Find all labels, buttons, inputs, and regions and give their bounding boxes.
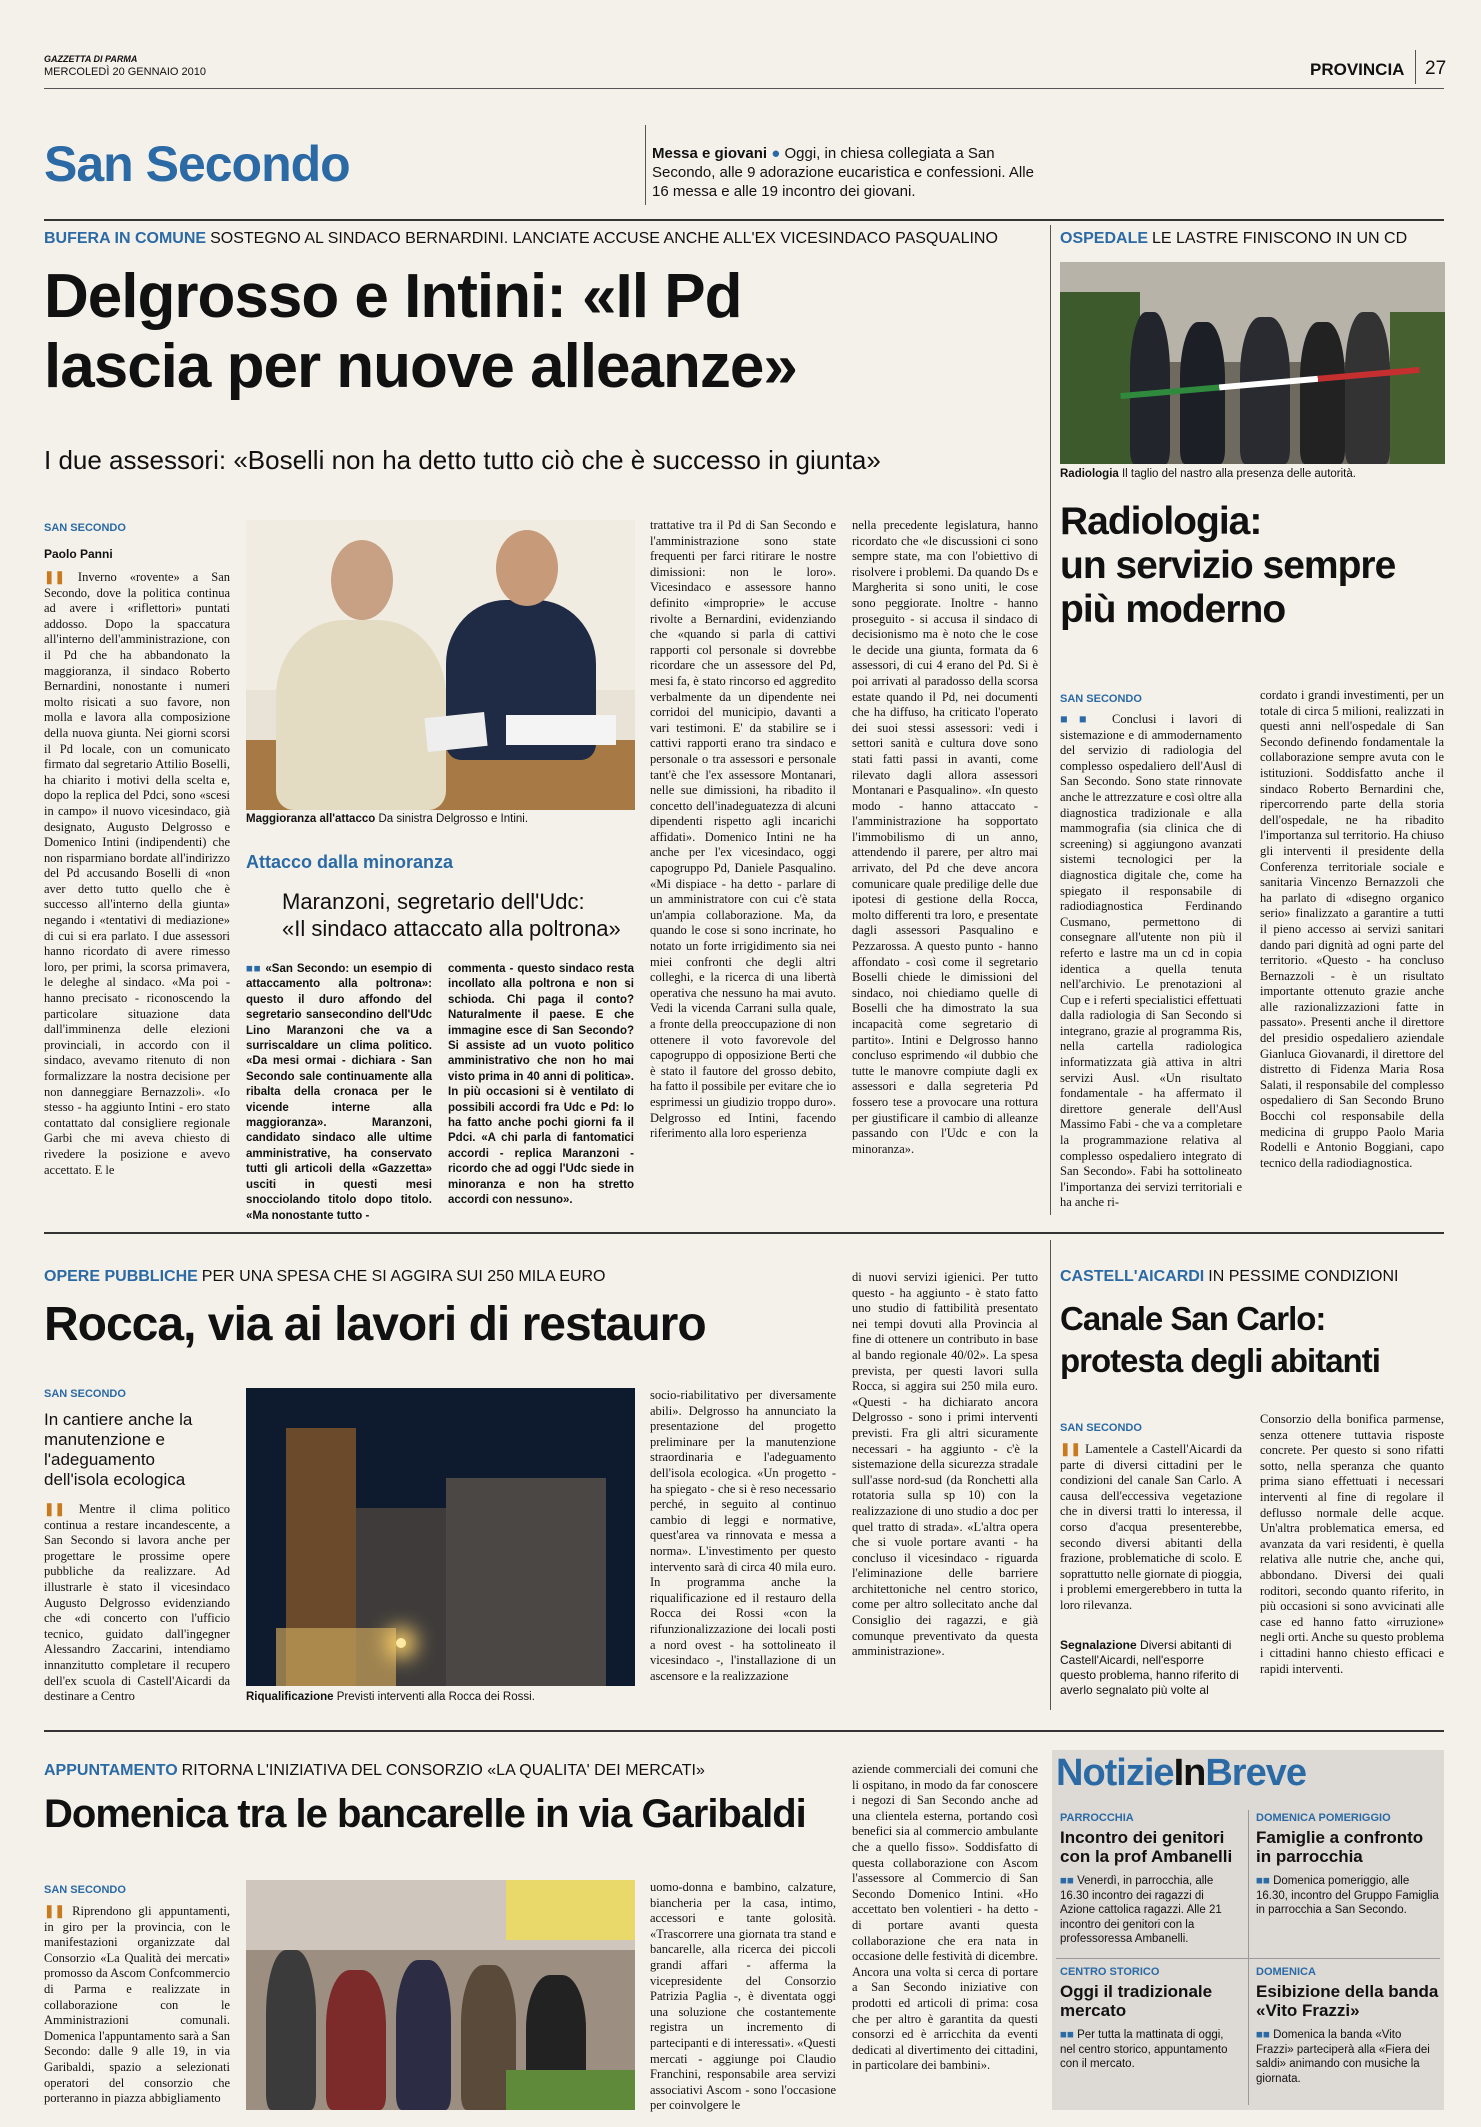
market-kicker-rest: RITORNA L'INIZIATIVA DEL CONSORZIO «LA QUALITA' DEI MERCATI»	[181, 1762, 705, 1779]
radiology-headline	[1060, 500, 1395, 632]
lead-kicker	[44, 230, 1044, 248]
market-kicker-label: APPUNTAMENTO	[44, 1762, 178, 1779]
works-col1: ❚❚ Mentre il clima politico continua a restare incandescente, a San Secondo si lavora anche per progettare le prossime opere pubbliche da realizzare. Ad illustrarle è stato il vicesindaco Augusto Delgrosso evidenziando che «di concerto con l'ufficio tecnico, guidato dall'ingegner Alessandro Zaccarini, intendiamo innanzitutto completare il recupero dell'ex scuola di Castell'Aicardi da destinare a Centro	[44, 1502, 231, 1704]
minority-kicker: Attacco dalla minoranza	[246, 852, 454, 872]
canal-kicker-label: CASTELL'AICARDI	[1060, 1268, 1205, 1285]
radiology-caption-label: Radiologia	[1060, 468, 1119, 480]
brief-kicker: DOMENICA POMERIGGIO	[1256, 1812, 1391, 1824]
briefs-horizontal-divider	[1056, 1958, 1440, 1959]
radiology-photo	[1060, 262, 1445, 464]
radiology-photo-caption	[1060, 467, 1445, 481]
lead-headline	[44, 262, 797, 402]
canal-col2: Consorzio della bonifica parmense, senza ottenere tuttavia risposte concrete. Per questo si sono rifatti sotto, nella speranza che quanto prima siano effettuati i necessari interventi al fine di regolare il deflusso normale delle acque. Un'altra problematica emersa, ed avanzata da vari residenti, è quella relativa alle nutrie che, anche qui, abbondano. Diversi dei quali roditori, secondo quanto riferito, in più occasioni si sono avvicinati alle case ed hanno fatto «irruzione» negli orti. Anche su questo problema i cittadini hanno chiesto efficaci e rapidi interventi.	[1260, 1412, 1444, 1676]
section-name: PROVINCIA	[1310, 60, 1405, 79]
lead-kicker-label: BUFERA IN COMUNE	[44, 230, 207, 247]
masthead-paper: GAZZETTA DI PARMA	[44, 54, 138, 64]
lead-headline-line2: lascia per nuove alleanze»	[44, 332, 797, 401]
works-photo	[246, 1388, 635, 1686]
lead-col4: nella precedente legislatura, hanno ricordato che «le discussioni ci sono sempre state, ma con l'obiettivo di risolvere i problemi. Da quando Ds e Margherita si sono uniti, le cose sono peggiorate. Inoltre - hanno proseguito - si accusa il sindaco di decisionismo ma è noto che le cose le decide una giunta, formata da 6 assessori, di cui 4 erano del Pd. Si è poi arrivati al paradosso della scorsa estate quando il Pd, nei documenti che ha diffuso, ha criticato l'operato dei suoi stessi assessori: vedi i settori sanità e cultura dove sono stati fatti passi in avanti, come rilevato dagli allora assessori Montanari e Pasqualino». «In questo modo - hanno attaccato - l'amministrazione ha sopportato l'immobilismo di un anno, attendendo il parere, per altro mai arrivato, del Pd che deve ancora comunicare quale predilige delle due ipotesi di gestione della Rocca, molto differenti tra loro, e presentate dagli assessori Pasqualino e Pezzarossa. A questo punto - hanno affondato - così come il segretario Boselli chiede le dimissioni del sindaco, noi chiediamo quelle di Boselli che ha dimostrato la sua incapacità come segretario di partito». Intini e Delgrosso hanno concluso esprimendo «il dubbio che tutte le manovre compiute dagli ex assessori e dalla segreteria Pd fossero tese a provocare una rottura per giustificare il cambio di alleanze passando con l'Udc e con la minoranza».	[852, 518, 1038, 1156]
agenda-box: Messa e giovani ● Oggi, in chiesa collegiata a San Secondo, alle 9 adorazione eucaristica e confessioni. Alle 16 messa e alle 19 incontro dei giovani.	[652, 145, 1034, 200]
canal-sidebar	[1060, 1638, 1242, 1698]
market-col4: aziende commerciali dei comuni che li ospitano, in modo da far conoscere i negozi di San Secondo anche ad una clientela esterna, portando così benefici sia al commercio ambulante che a quello fisso». Soddisfatto di questa collaborazione con Ascom l'assessore al Commercio di San Secondo Domenico Intini. «Ho accettato ben volentieri - ha detto - di portare avanti questa collaborazione che era nata in occasione delle festività di dicembre. Ancora una volta si cerca di portare a San Secondo iniziative con prodotti ed articoli di prima: cosa che per altro è garantita da questi consorzi ed è arricchita da eventi dedicati al divertimento dei cittadini, in particolare dei bambini».	[852, 1762, 1038, 2073]
masthead-date: MERCOLEDÌ 20 GENNAIO 2010	[44, 66, 207, 78]
lead-author: Paolo Panni	[44, 547, 113, 561]
radiology-headline-line2: un servizio sempre	[1060, 544, 1396, 587]
radiology-caption-text: Il taglio del nastro alla presenza delle autorità.	[1121, 468, 1356, 480]
lead-headline-line1: Delgrosso e Intini: «Il Pd	[44, 262, 742, 331]
radiology-kicker-rest: LE LASTRE FINISCONO IN UN CD	[1152, 230, 1408, 247]
radiology-kicker-label: OSPEDALE	[1060, 230, 1149, 247]
brief-item	[1060, 1966, 1240, 2072]
market-location: SAN SECONDO	[44, 1884, 126, 1896]
right-column-divider-2	[1050, 1240, 1051, 1710]
market-col3: uomo-donna e bambino, calzature, biancheria per la casa, intimo, accessori e tante golosità. «Trascorrere una giornata tra stand e bancarelle, alla ricerca dei piccoli grandi affari - afferma la vicepresidente del Consorzio Patrizia Paglia -, è diventata oggi una soluzione che costantemente registra un incremento di partecipanti e di interessati». «Questi mercati - aggiunge poi Claudio Franchini, responsabile area servizi associativi Ascom - sono l'occasione per coinvolgere le	[650, 1880, 836, 2113]
works-headline: Rocca, via ai lavori di restauro	[44, 1298, 706, 1351]
market-photo	[246, 1880, 635, 2110]
brief-body: ■■ Domenica la banda «Vito Frazzi» parteciperà alla «Fiera dei saldi» animando con musiche la giornata.	[1256, 2029, 1430, 2085]
lead-kicker-rest: SOSTEGNO AL SINDACO BERNARDINI. LANCIATE ACCUSE ANCHE ALL'EX VICESINDACO PASQUALINO	[210, 230, 998, 247]
page-number: 27	[1425, 58, 1447, 79]
works-kicker	[44, 1268, 606, 1286]
radiology-col2: cordato i grandi investimenti, per un totale di circa 5 milioni, realizzati in questi anni nell'ospedale di San Secondo definendo fondamentale la collaborazione sempre avuta con le istituzioni. Soddisfatto anche il sindaco Roberto Bernardini che, ripercorrendo parte della storia dell'ospedale, ne ha ribadito l'importanza sul territorio. Ha chiuso gli interventi il presidente della Conferenza territoriale sociale e sanitaria Vincenzo Bernazzoli che ha parlato di «disegno organico serio» finalizzato a garantire a tutti il pieno accesso ai servizi sanitari dando pari dignità ad ogni parte del territorio. «Questo - ha concluso Bernazzoli - è un risultato importante ottenuto grazie anche alle razionalizzazioni fatte in passato». Presenti anche il direttore del presidio ospedaliero aziendale Gianluca Giovanardi, il direttore del distretto di Fidenza Maria Rosa Salati, il responsabile del complesso ospedaliero di San Secondo Bruno Bocchi col responsabile della medicina di gruppo Paolo Maria Rodelli e Antonio Boggiani, capo tecnico della radiodiagnostica.	[1260, 688, 1444, 1170]
works-caption-text: Previsti interventi alla Rocca dei Rossi.	[336, 1691, 535, 1703]
canal-sidebar-text: Diversi abitanti di Castell'Aicardi, nell'esporre questo problema, hanno riferito di averlo segnalato più volte al	[1060, 1638, 1239, 1697]
canal-headline	[1060, 1298, 1380, 1382]
canal-location: SAN SECONDO	[1060, 1422, 1142, 1434]
canal-kicker-rest: IN PESSIME CONDIZIONI	[1208, 1268, 1399, 1285]
works-kicker-rest: PER UNA SPESA CHE SI AGGIRA SUI 250 MILA EURO	[201, 1268, 606, 1285]
market-col1: ❚❚ Riprendono gli appuntamenti, in giro per la provincia, con le manifestazioni organizzate dal Consorzio «La Qualità dei mercati» promosso da Ascom Confcommercio di Parma e realizzate in collaborazione con le Amministrazioni comunali. Domenica l'appuntamento sarà a San Secondo: dalle 9 alle 19, in via Garibaldi, spazio a selezionati operatori del consorzio che porteranno in piazza abbigliamento	[44, 1904, 230, 2106]
canal-headline-line1: Canale San Carlo:	[1060, 1300, 1326, 1337]
lead-location: SAN SECONDO	[44, 522, 126, 534]
lead-col1: ❚❚ Inverno «rovente» a San Secondo, dove la politica continua ad avere i «riflettori» puntati addosso. Dopo la spaccatura all'interno dell'amministrazione, con il Pd che ha abbandonato la maggioranza, il sindaco Roberto Bernardini, nonostante i numeri molto risicati a suo favore, non molla e lavora alla composizione della nuova giunta. Nei giorni scorsi il Pd locale, con un comunicato firmato dal segretario Attilio Boselli, ha chiarito i motivi della scelta e, dopo la replica del Pdci, sono «scesi in campo» il nuovo vicesindaco, già designato, Augusto Delgrosso e Domenico Intini (indipendenti) che non risparmiano bordate all'indirizzo del Pd accusando Boselli di «non aver detto tutto quello che è successo all'interno della giunta» negando i «tentativi di mediazione» di cui si era parlato. I due assessori hanno ricordato di avere rimesso loro, per primi, la scorsa primavera, le deleghe al sindaco. «Ma poi - hanno precisato - riconoscendo la particolare situazione data dall'imminenza delle elezioni provinciali, in accordo con il sindaco, avevamo ritenuto di non formalizzare la nostra decisione per non danneggiare Bernazzoli». «Io stesso - ha aggiunto Intini - ero stato contattato dal consigliere regionale Garbi che mi aveva chiesto di rivedere la posizione e avevo accettato. E le	[44, 570, 230, 1177]
minority-headline-line1: Maranzoni, segretario dell'Udc:	[282, 889, 585, 914]
market-kicker	[44, 1762, 705, 1780]
works-kicker-label: OPERE PUBBLICHE	[44, 1268, 198, 1285]
brief-body: ■■ Domenica pomeriggio, alle 16.30, incontro del Gruppo Famiglia in parrocchia a San Secondo.	[1256, 1875, 1439, 1916]
masthead-divider	[1415, 50, 1416, 84]
radiology-headline-line3: più moderno	[1060, 588, 1286, 631]
lead-photo-caption-label: Maggioranza all'attacco	[246, 813, 376, 825]
brief-item	[1256, 1966, 1440, 2086]
works-photo-caption	[246, 1690, 635, 1704]
brief-title: Esibizione della banda «Vito Frazzi»	[1256, 1982, 1439, 2020]
minority-col1: ■■ «San Secondo: un esempio di attaccamento alla poltrona»: questo il duro affondo del segretario sansecondino dell'Udc Lino Maranzoni che va a surriscaldare un clima politico. «Da mesi ormai - dichiara - San Secondo sale continuamente alla ribalta della cronaca per le vicende interne alla maggioranza». Maranzoni, candidato sindaco alle ultime amministrative, ha conservato tutti gli articoli della «Gazzetta» usciti in questi mesi snocciolando titolo dopo titolo. «Ma nonostante tutto -	[246, 963, 432, 1222]
lead-photo-caption-text: Da sinistra Delgrosso e Intini.	[378, 813, 529, 825]
radiology-headline-line1: Radiologia:	[1060, 500, 1262, 543]
works-col4: di nuovi servizi igienici. Per tutto questo - ha aggiunto - è stato fatto uno studio di fattibilità presentato nei tempi dovuti alla Provincia al fine di ottenere un contributo in base al bando regionale 40/02». La spesa prevista, per questi lavori sulla Rocca, si aggira sui 250 mila euro. «Questi - ha dichiarato ancora Delgrosso - sono i primi interventi previsti. Fra gli altri sicuramente necessari - ha aggiunto - c'è la sistemazione della sicurezza stradale sull'asse nord-sud (da Ronchetti alla rotatoria sulla sp 10) con la realizzazione di uno studio a doc per quel tratto di strada». «L'altra opera che si vuole portare avanti - ha concluso il vicesindaco - riguarda l'eliminazione delle barriere architettoniche nel centro storico, come per altro sollecitato anche dal Consiglio dei ragazzi, e già comunque preventivato da questa amministrazione».	[852, 1270, 1038, 1659]
canal-sidebar-label: Segnalazione	[1060, 1638, 1137, 1652]
brief-kicker: DOMENICA	[1256, 1966, 1316, 1978]
brief-title: Oggi il tradizionale mercato	[1060, 1982, 1213, 2020]
agenda-label: Messa e giovani	[652, 145, 768, 162]
works-summary: In cantiere anche la manutenzione e l'adeguamento dell'isola ecologica	[44, 1410, 193, 1489]
lead-photo-caption	[246, 812, 635, 826]
section-rule-1	[44, 1232, 1444, 1234]
radiology-kicker	[1060, 230, 1407, 248]
radiology-location: SAN SECONDO	[1060, 693, 1142, 705]
brief-kicker: PARROCCHIA	[1060, 1812, 1134, 1824]
brief-kicker: CENTRO STORICO	[1060, 1966, 1160, 1978]
header-rule	[44, 219, 1444, 221]
brief-body: ■■ Per tutta la mattinata di oggi, nel centro storico, appuntamento con il mercato.	[1060, 2029, 1228, 2070]
lead-photo	[246, 520, 635, 810]
minority-headline	[282, 888, 621, 942]
minority-headline-line2: «Il sindaco attaccato alla poltrona»	[282, 916, 621, 941]
brief-item	[1256, 1812, 1440, 1918]
masthead-rule	[44, 88, 1444, 89]
agenda-divider	[645, 125, 646, 205]
works-col3: socio-riabilitativo per diversamente abili». Delgrosso ha annunciato la presentazione del progetto preliminare per la manutenzione straordinaria e l'adeguamento dell'isola ecologica. «Un progetto - ha spiegato - che si è reso necessario perché, in seguito al continuo cambio di leggi e normative, quest'area va rinnovata e messa a norma». L'investimento per questo intervento sarà di circa 40 mila euro. In programma anche la riqualificazione ed il restauro della Rocca dei Rossi «con la rifunzionalizzazione dei locali posti a nord ovest - ha sottolineato il vicesindaco -, l'installazione di un ascensore e la realizzazione	[650, 1388, 836, 1683]
lead-subhead: I due assessori: «Boselli non ha detto tutto ciò che è successo in giunta»	[44, 445, 881, 475]
canal-headline-line2: protesta degli abitanti	[1060, 1342, 1380, 1379]
brief-body: ■■ Venerdì, in parrocchia, alle 16.30 incontro dei ragazzi di Azione cattolica ragazzi. Alle 21 incontro dei genitori con la professoressa Ambanelli.	[1060, 1875, 1222, 1945]
minority-col2: commenta - questo sindaco resta incollato alla poltrona e non si schioda. Chi paga il conto? Naturalmente il paese. E che immagine esce di San Secondo? Si assiste ad un vuoto politico amministrativo che non ho mai visto prima in 40 anni di politica». In più occasioni si è ventilato di possibili accordi fra Udc e Pd: lo ha fatto anche pochi giorni fa il Pdci. «A chi parla di fantomatici accordi - replica Maranzoni - ricordo che ad oggi l'Udc siede in minoranza e non ha stretto accordi con nessuno».	[448, 963, 634, 1207]
briefs-title-b: In	[1173, 1752, 1206, 1794]
market-headline: Domenica tra le bancarelle in via Garibaldi	[44, 1792, 806, 1836]
brief-title: Incontro dei genitori con la prof Ambanelli	[1060, 1828, 1233, 1866]
canal-col1: ❚❚ Lamentele a Castell'Aicardi da parte di diversi cittadini per le condizioni del canale San Carlo. A causa dell'eccessiva vegetazione che in diversi tratti lo interessa, il corso d'acqua presenterebbe, secondo diversi abitanti della frazione, problematiche di scolo. E soprattutto nelle giornate di pioggia, i problemi emergerebbero in tutta la loro rilevanza.	[1060, 1442, 1242, 1612]
lead-col3: trattative tra il Pd di San Secondo e l'amministrazione sono state frequenti per farci ritirare le nostre dimissioni: non le loro». Vicesindaco e assessore hanno definito «improprie» le accuse rivolte a Bernardini, evidenziando che «quando si parla di cattivi rapporti col personale si dovrebbe ricordare che un assessore del Pd, mesi fa, è stato rincorso ed aggredito verbalmente da un dipendente nei corridoi del municipio, davanti a vari testimoni. E' da stabilire se i cattivi rapporti erano tra sindaco e personale o tra assessori e personale tant'è che l'ex assessore Montanari, nelle sue dimissioni, ha ribadito il concetto dell'inadeguatezza di alcuni dipendenti rispetto agli incarichi affidati». Domenico Intini ne ha anche per l'ex vicesindaco, oggi capogruppo Pd, Daniele Pasqualino. «Mi dispiace - ha detto - parlare di un amministratore con cui c'è stata un'ampia collaborazione. Ma, da quando le cose si sono incrinate, ho notato un forte irrigidimento sia nei miei confronti che degli altri colleghi, e la ricerca di una libertà operativa che nessuno ha mai avuto. Vedi la vicenda Carrani sulla quale, a fronte della preoccupazione di non ottenere il voto favorevole del capogruppo di opposizione Berti che è stato il fautore del grosso debito, ha fatto il possibile per evitare che io esprimessi un giudizio troppo duro». Delgrosso ed Intini, facendo riferimento alla loro esperienza	[650, 518, 836, 1141]
brief-title: Famiglie a confronto in parrocchia	[1256, 1828, 1424, 1866]
section-rule-2	[44, 1730, 1444, 1732]
brief-item	[1060, 1812, 1240, 1947]
works-location: SAN SECONDO	[44, 1388, 126, 1400]
briefs-title	[1056, 1752, 1306, 1795]
town-title: San Secondo	[44, 136, 350, 192]
radiology-col1: ■■ Conclusi i lavori di sistemazione e di ammodernamento del servizio di radiologia del complesso ospedaliero dell'Ausl di San Secondo. Sono state rinnovate anche le attrezzature e così oltre alla diagnostica tradizionale e alla mammografia (sia clinica che di screening) si aggiungono avanzati sistemi tecnologici per la diagnostica digitale che, come ha spiegato il responsabile di radiodiagnostica Ferdinando Cusmano, permettono di consegnare all'utente non più il referto e lastre ma un cd in copia identica a quella tenuta nell'archivio. Le prenotazioni al Cup e i referti specialistici effettuati dalla radiologia di San Secondo si integrano, grazie al programma Ris, nella cartella radiologica informatizzata già attiva in altri servizi Ausl. «Un risultato fondamentale - ha affermato il direttore generale dell'Ausl Massimo Fabi - che va a completare la programmazione relativa al complesso ospedaliero integrato di San Secondo». Fabi ha sottolineato l'importanza dei servizi territoriali e ha anche ri-	[1060, 712, 1242, 1210]
briefs-title-a: Notizie	[1056, 1752, 1174, 1794]
canal-kicker	[1060, 1268, 1399, 1286]
works-caption-label: Riqualificazione	[246, 1691, 334, 1703]
right-column-divider	[1050, 225, 1051, 1215]
briefs-title-c: Breve	[1205, 1752, 1306, 1794]
agenda-text: Oggi, in chiesa collegiata a San Secondo, alle 9 adorazione eucaristica e confessioni. Alle 16 messa e alle 19 incontro dei giovani.	[652, 145, 1034, 200]
